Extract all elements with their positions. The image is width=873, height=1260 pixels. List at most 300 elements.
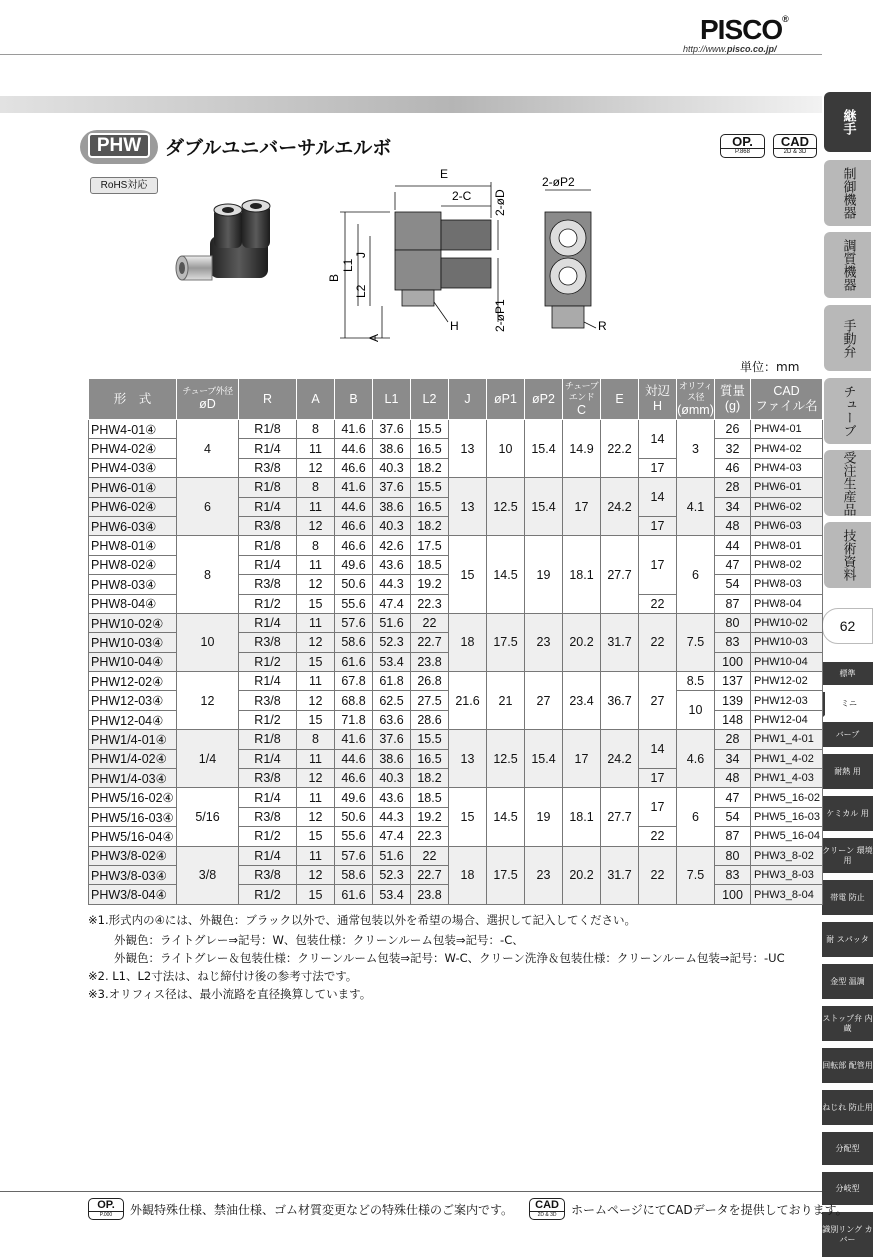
j-cell: 15 (449, 788, 487, 846)
thread-cell: R3/8 (239, 865, 297, 884)
model-cell: PHW4-03④ (89, 458, 177, 477)
l2-cell: 15.5 (411, 420, 449, 439)
b-cell: 46.6 (335, 536, 373, 555)
od-cell: 4 (177, 420, 239, 478)
mass-cell: 46 (715, 458, 751, 477)
b-cell: 41.6 (335, 478, 373, 497)
a-cell: 12 (297, 458, 335, 477)
cad-file-cell: PHW3_8-03 (751, 865, 823, 884)
a-cell: 15 (297, 827, 335, 846)
a-cell: 15 (297, 885, 335, 904)
c-cell: 18.1 (563, 788, 601, 846)
mass-cell: 148 (715, 710, 751, 729)
mass-cell: 48 (715, 516, 751, 535)
od-cell: 3/8 (177, 846, 239, 904)
l2-cell: 27.5 (411, 691, 449, 710)
p2-cell: 19 (525, 536, 563, 614)
side-sub-tab[interactable]: 帯電 防止 (822, 880, 873, 918)
od-cell: 12 (177, 672, 239, 730)
dim-E: E (440, 167, 449, 181)
model-cell: PHW4-02④ (89, 439, 177, 458)
dim-2P2: 2-øP2 (542, 175, 575, 189)
mass-cell: 28 (715, 730, 751, 749)
l2-cell: 16.5 (411, 497, 449, 516)
p1-cell: 21 (487, 672, 525, 730)
cad-file-cell: PHW1_4-03 (751, 769, 823, 788)
p2-cell: 27 (525, 672, 563, 730)
dim-R: R (598, 319, 607, 333)
model-cell: PHW10-02④ (89, 613, 177, 632)
h-cell: 14 (639, 420, 677, 459)
side-sub-tab[interactable]: 標準 (822, 662, 873, 688)
a-cell: 8 (297, 730, 335, 749)
col-header: オリフィス径 (ømm) (677, 379, 715, 420)
side-sub-tab[interactable]: 分配型 (822, 1132, 873, 1168)
orifice-cell: 6 (677, 536, 715, 614)
side-sub-tab[interactable]: ケミカル 用 (822, 796, 873, 834)
side-tab[interactable]: 制御機器 (824, 160, 871, 226)
footer-cad-badge[interactable]: CAD 2D & 3D (529, 1198, 565, 1220)
l1-cell: 52.3 (373, 633, 411, 652)
b-cell: 67.8 (335, 672, 373, 691)
col-header: 質量 (g) (715, 379, 751, 420)
c-cell: 17 (563, 478, 601, 536)
model-cell: PHW1/4-03④ (89, 769, 177, 788)
h-cell: 22 (639, 846, 677, 904)
model-cell: PHW5/16-02④ (89, 788, 177, 807)
l1-cell: 63.6 (373, 710, 411, 729)
b-cell: 46.6 (335, 516, 373, 535)
model-cell: PHW6-03④ (89, 516, 177, 535)
footer (88, 1198, 848, 1220)
l2-cell: 22.3 (411, 594, 449, 613)
cad-file-cell: PHW3_8-04 (751, 885, 823, 904)
side-tab[interactable]: 技術資料 (824, 522, 871, 588)
dim-J: J (354, 252, 368, 258)
cad-file-cell: PHW10-03 (751, 633, 823, 652)
model-cell: PHW3/8-02④ (89, 846, 177, 865)
mass-cell: 87 (715, 827, 751, 846)
thread-cell: R1/4 (239, 555, 297, 574)
thread-cell: R3/8 (239, 516, 297, 535)
l2-cell: 22.3 (411, 827, 449, 846)
l1-cell: 38.6 (373, 439, 411, 458)
h-cell: 17 (639, 788, 677, 827)
mass-cell: 80 (715, 846, 751, 865)
thread-cell: R3/8 (239, 458, 297, 477)
thread-cell: R3/8 (239, 633, 297, 652)
c-cell: 14.9 (563, 420, 601, 478)
dim-H: H (450, 319, 459, 333)
spec-table (88, 378, 823, 905)
thread-cell: R3/8 (239, 769, 297, 788)
p1-cell: 12.5 (487, 478, 525, 536)
j-cell: 13 (449, 730, 487, 788)
side-sub-tab[interactable]: ねじれ 防止用 (822, 1090, 873, 1128)
l1-cell: 40.3 (373, 458, 411, 477)
l2-cell: 15.5 (411, 730, 449, 749)
cad-file-cell: PHW12-03 (751, 691, 823, 710)
l1-cell: 40.3 (373, 769, 411, 788)
e-cell: 27.7 (601, 788, 639, 846)
cad-badge[interactable]: CAD 2D & 3D (773, 134, 817, 158)
b-cell: 44.6 (335, 439, 373, 458)
l1-cell: 44.3 (373, 807, 411, 826)
h-cell: 17 (639, 516, 677, 535)
orifice-cell: 6 (677, 788, 715, 846)
b-cell: 50.6 (335, 807, 373, 826)
side-sub-tab[interactable]: 分岐型 (822, 1172, 873, 1208)
cad-file-cell: PHW8-02 (751, 555, 823, 574)
l2-cell: 19.2 (411, 807, 449, 826)
l2-cell: 23.8 (411, 652, 449, 671)
op-badge[interactable]: OP. P.868 (720, 134, 765, 158)
l1-cell: 43.6 (373, 788, 411, 807)
mass-cell: 34 (715, 497, 751, 516)
od-cell: 1/4 (177, 730, 239, 788)
cad-file-cell: PHW8-01 (751, 536, 823, 555)
cad-file-cell: PHW10-04 (751, 652, 823, 671)
side-sub-tab[interactable]: 耐熱 用 (822, 754, 873, 792)
h-cell: 14 (639, 730, 677, 769)
footer-op-badge[interactable]: OP. P.000 (88, 1198, 124, 1220)
l2-cell: 18.2 (411, 769, 449, 788)
orifice-cell: 10 (677, 691, 715, 730)
b-cell: 55.6 (335, 594, 373, 613)
side-tab[interactable]: チューブ (824, 378, 871, 444)
col-header: CAD ファイル名 (751, 379, 823, 420)
a-cell: 15 (297, 652, 335, 671)
col-header: E (601, 379, 639, 420)
a-cell: 12 (297, 865, 335, 884)
footer-divider (0, 1191, 822, 1192)
a-cell: 11 (297, 788, 335, 807)
side-sub-tab[interactable]: 金型 温調 (822, 964, 873, 1002)
mass-cell: 47 (715, 788, 751, 807)
cad-file-cell: PHW5_16-04 (751, 827, 823, 846)
l2-cell: 18.2 (411, 458, 449, 477)
h-cell: 27 (639, 672, 677, 730)
l1-cell: 44.3 (373, 575, 411, 594)
cad-file-cell: PHW6-01 (751, 478, 823, 497)
p2-cell: 15.4 (525, 420, 563, 478)
side-tab[interactable]: 受注生産品 (824, 450, 871, 516)
model-cell: PHW1/4-02④ (89, 749, 177, 768)
l1-cell: 53.4 (373, 652, 411, 671)
side-sub-tab[interactable]: クリーン 環境用 (822, 838, 873, 876)
l2-cell: 22.7 (411, 865, 449, 884)
col-header: 形 式 (89, 379, 177, 420)
thread-cell: R1/2 (239, 594, 297, 613)
dim-2P1: 2-øP1 (493, 299, 507, 332)
od-cell: 10 (177, 613, 239, 671)
l2-cell: 18.2 (411, 516, 449, 535)
h-cell: 22 (639, 613, 677, 671)
b-cell: 46.6 (335, 458, 373, 477)
table-row (89, 478, 823, 497)
b-cell: 68.8 (335, 691, 373, 710)
b-cell: 46.6 (335, 769, 373, 788)
col-header: R (239, 379, 297, 420)
orifice-cell: 7.5 (677, 613, 715, 671)
note-1-detail-2: 外観色：ライトグレー＆包装仕様：クリーンルーム包装⇒記号：W-C、クリーン洗浄＆包装仕様：クリーンルーム包装⇒記号：-UC (114, 951, 785, 965)
section-band (0, 96, 822, 113)
h-cell: 22 (639, 827, 677, 846)
e-cell: 36.7 (601, 672, 639, 730)
thread-cell: R1/4 (239, 497, 297, 516)
a-cell: 8 (297, 536, 335, 555)
l2-cell: 16.5 (411, 749, 449, 768)
mass-cell: 137 (715, 672, 751, 691)
c-cell: 17 (563, 730, 601, 788)
l1-cell: 52.3 (373, 865, 411, 884)
side-tab[interactable]: 手動弁 (824, 305, 871, 371)
model-cell: PHW1/4-01④ (89, 730, 177, 749)
cad-file-cell: PHW1_4-01 (751, 730, 823, 749)
l2-cell: 23.8 (411, 885, 449, 904)
col-header: 対辺 H (639, 379, 677, 420)
col-header: øP2 (525, 379, 563, 420)
dim-2C: 2-C (452, 189, 472, 203)
cad-file-cell: PHW4-03 (751, 458, 823, 477)
mass-cell: 26 (715, 420, 751, 439)
thread-cell: R1/4 (239, 749, 297, 768)
side-sub-tab[interactable]: ストップ弁 内蔵 (822, 1006, 873, 1044)
od-cell: 5/16 (177, 788, 239, 846)
cad-file-cell: PHW6-02 (751, 497, 823, 516)
side-tab[interactable]: 調質機器 (824, 232, 871, 298)
c-cell: 23.4 (563, 672, 601, 730)
side-sub-tab[interactable]: バーブ (822, 722, 873, 750)
j-cell: 13 (449, 478, 487, 536)
model-cell: PHW12-02④ (89, 672, 177, 691)
thread-cell: R3/8 (239, 807, 297, 826)
a-cell: 11 (297, 749, 335, 768)
a-cell: 11 (297, 846, 335, 865)
a-cell: 8 (297, 420, 335, 439)
b-cell: 55.6 (335, 827, 373, 846)
table-row (89, 536, 823, 555)
j-cell: 21.6 (449, 672, 487, 730)
e-cell: 27.7 (601, 536, 639, 614)
mass-cell: 87 (715, 594, 751, 613)
h-cell: 17 (639, 536, 677, 594)
c-cell: 20.2 (563, 613, 601, 671)
model-cell: PHW8-02④ (89, 555, 177, 574)
a-cell: 8 (297, 478, 335, 497)
table-row (89, 846, 823, 865)
a-cell: 11 (297, 613, 335, 632)
mass-cell: 83 (715, 633, 751, 652)
thread-cell: R3/8 (239, 691, 297, 710)
note-3: ※3.オリフィス径は、最小流路を直径換算しています。 (88, 987, 372, 1001)
col-header: L1 (373, 379, 411, 420)
l2-cell: 17.5 (411, 536, 449, 555)
cad-file-cell: PHW12-02 (751, 672, 823, 691)
note-1: ※1.形式内の④には、外観色：ブラック以外で、通常包装以外を希望の場合、選択して記入してください。 (88, 913, 636, 927)
mass-cell: 34 (715, 749, 751, 768)
b-cell: 44.6 (335, 497, 373, 516)
orifice-cell: 4.1 (677, 478, 715, 536)
note-1-detail-1: 外観色：ライトグレー⇒記号：W、包装仕様：クリーンルーム包装⇒記号：-C、 (114, 933, 524, 947)
l2-cell: 28.6 (411, 710, 449, 729)
col-header: L2 (411, 379, 449, 420)
mass-cell: 54 (715, 807, 751, 826)
l1-cell: 42.6 (373, 536, 411, 555)
col-header: B (335, 379, 373, 420)
b-cell: 41.6 (335, 420, 373, 439)
mass-cell: 44 (715, 536, 751, 555)
l1-cell: 62.5 (373, 691, 411, 710)
model-cell: PHW8-01④ (89, 536, 177, 555)
side-sub-tab[interactable]: 耐 スパッタ (822, 922, 873, 960)
model-cell: PHW5/16-04④ (89, 827, 177, 846)
table-row (89, 613, 823, 632)
j-cell: 13 (449, 420, 487, 478)
od-cell: 6 (177, 478, 239, 536)
l1-cell: 61.8 (373, 672, 411, 691)
thread-cell: R3/8 (239, 575, 297, 594)
j-cell: 18 (449, 846, 487, 904)
cad-file-cell: PHW5_16-02 (751, 788, 823, 807)
a-cell: 11 (297, 555, 335, 574)
mass-cell: 47 (715, 555, 751, 574)
cad-file-cell: PHW1_4-02 (751, 749, 823, 768)
product-title: ダブルユニバーサルエルボ (165, 137, 392, 159)
side-sub-tab[interactable]: 回転部 配管用 (822, 1048, 873, 1086)
thread-cell: R1/2 (239, 885, 297, 904)
model-cell: PHW4-01④ (89, 420, 177, 439)
l2-cell: 22 (411, 613, 449, 632)
l2-cell: 18.5 (411, 788, 449, 807)
cad-file-cell: PHW4-02 (751, 439, 823, 458)
website-url[interactable]: http://www.pisco.co.jp/ (683, 44, 777, 54)
thread-cell: R1/4 (239, 672, 297, 691)
series-code: PHW (88, 133, 150, 158)
h-cell: 14 (639, 478, 677, 517)
col-header: A (297, 379, 335, 420)
a-cell: 15 (297, 710, 335, 729)
b-cell: 50.6 (335, 575, 373, 594)
l2-cell: 18.5 (411, 555, 449, 574)
unit-label: 単位：mm (740, 360, 800, 374)
model-cell: PHW8-03④ (89, 575, 177, 594)
header-divider (0, 54, 822, 55)
p2-cell: 23 (525, 613, 563, 671)
table-row (89, 420, 823, 439)
thread-cell: R1/2 (239, 710, 297, 729)
orifice-cell: 8.5 (677, 672, 715, 691)
c-cell: 20.2 (563, 846, 601, 904)
thread-cell: R1/4 (239, 846, 297, 865)
cad-file-cell: PHW4-01 (751, 420, 823, 439)
thread-cell: R1/8 (239, 730, 297, 749)
b-cell: 44.6 (335, 749, 373, 768)
mass-cell: 100 (715, 885, 751, 904)
a-cell: 12 (297, 633, 335, 652)
e-cell: 31.7 (601, 846, 639, 904)
model-cell: PHW12-04④ (89, 710, 177, 729)
side-sub-tab[interactable]: 識別リング カバー (822, 1212, 873, 1260)
b-cell: 71.8 (335, 710, 373, 729)
b-cell: 61.6 (335, 885, 373, 904)
a-cell: 12 (297, 807, 335, 826)
dim-L2: L2 (354, 284, 368, 298)
mass-cell: 54 (715, 575, 751, 594)
model-cell: PHW12-03④ (89, 691, 177, 710)
cad-file-cell: PHW8-03 (751, 575, 823, 594)
note-2: ※2. L1、L2寸法は、ねじ締付け後の参考寸法です。 (88, 969, 358, 983)
col-header: øP1 (487, 379, 525, 420)
mass-cell: 100 (715, 652, 751, 671)
h-cell: 22 (639, 594, 677, 613)
registered-mark: ® (782, 14, 788, 24)
mass-cell: 80 (715, 613, 751, 632)
cad-file-cell: PHW6-03 (751, 516, 823, 535)
thread-cell: R1/2 (239, 827, 297, 846)
p2-cell: 23 (525, 846, 563, 904)
mass-cell: 48 (715, 769, 751, 788)
b-cell: 58.6 (335, 633, 373, 652)
col-header: J (449, 379, 487, 420)
dim-L1: L1 (341, 258, 355, 272)
l1-cell: 38.6 (373, 497, 411, 516)
l1-cell: 37.6 (373, 730, 411, 749)
orifice-cell: 7.5 (677, 846, 715, 904)
cad-file-cell: PHW3_8-02 (751, 846, 823, 865)
footer-cad-text: ホームページにてCADデータを提供しております。 (571, 1202, 848, 1217)
a-cell: 11 (297, 497, 335, 516)
side-tab[interactable]: 継手 (824, 92, 871, 152)
b-cell: 49.6 (335, 788, 373, 807)
a-cell: 12 (297, 575, 335, 594)
dimension-drawing (320, 162, 620, 352)
e-cell: 24.2 (601, 730, 639, 788)
table-row (89, 672, 823, 691)
l1-cell: 47.4 (373, 594, 411, 613)
od-cell: 8 (177, 536, 239, 614)
rohs-badge: RoHS対応 (90, 177, 158, 194)
p1-cell: 17.5 (487, 846, 525, 904)
model-cell: PHW3/8-03④ (89, 865, 177, 884)
l1-cell: 51.6 (373, 613, 411, 632)
orifice-cell: 3 (677, 420, 715, 478)
mass-cell: 83 (715, 865, 751, 884)
b-cell: 57.6 (335, 846, 373, 865)
p1-cell: 14.5 (487, 788, 525, 846)
thread-cell: R1/2 (239, 652, 297, 671)
l1-cell: 51.6 (373, 846, 411, 865)
p1-cell: 17.5 (487, 613, 525, 671)
thread-cell: R1/8 (239, 536, 297, 555)
p2-cell: 15.4 (525, 730, 563, 788)
side-sub-tab[interactable]: ミニ (822, 692, 873, 718)
dim-A: A (367, 333, 381, 342)
e-cell: 24.2 (601, 478, 639, 536)
a-cell: 11 (297, 672, 335, 691)
h-cell: 17 (639, 458, 677, 477)
thread-cell: R1/8 (239, 478, 297, 497)
dim-B: B (327, 273, 341, 282)
p2-cell: 19 (525, 788, 563, 846)
b-cell: 57.6 (335, 613, 373, 632)
model-cell: PHW6-02④ (89, 497, 177, 516)
table-row (89, 788, 823, 807)
l1-cell: 37.6 (373, 420, 411, 439)
l2-cell: 22.7 (411, 633, 449, 652)
l1-cell: 37.6 (373, 478, 411, 497)
model-cell: PHW5/16-03④ (89, 807, 177, 826)
